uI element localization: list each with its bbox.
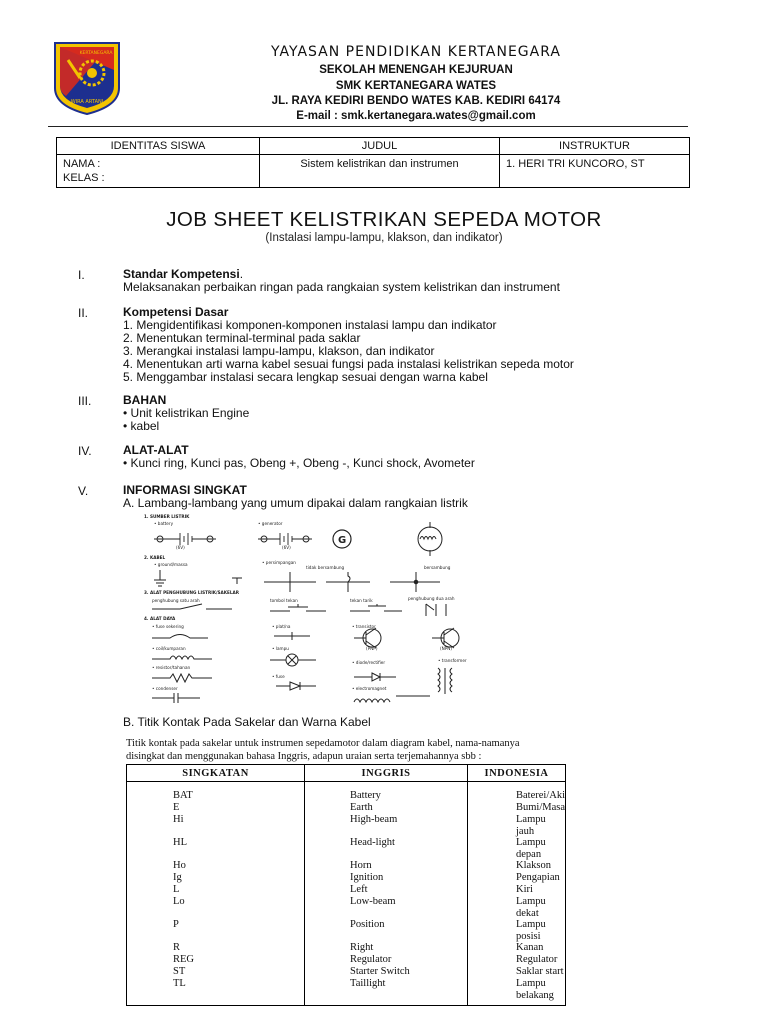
symbol-label: tekan tarik bbox=[350, 598, 373, 603]
indonesian-cell: Lampu depan bbox=[468, 837, 566, 860]
symbol-group-title: 3. ALAT PENGHUBUNG LISTRIK/SAKELAR bbox=[144, 590, 240, 595]
list-item: 2. Menentukan terminal-terminal pada saklar bbox=[123, 331, 361, 345]
indonesian-cell: Kanan bbox=[468, 942, 566, 954]
symbol-label: (6V) bbox=[176, 545, 185, 550]
symbol-label: • condenser bbox=[152, 686, 178, 691]
symbol-label: • lampu bbox=[272, 646, 289, 651]
section-5 bbox=[123, 484, 468, 510]
symbol-label: (NPN) bbox=[440, 646, 453, 651]
indonesian-cell: Baterei/Aki bbox=[468, 782, 566, 803]
indonesian-cell: Kiri bbox=[468, 884, 566, 896]
english-cell: Head-light bbox=[305, 837, 468, 860]
table-row bbox=[127, 872, 566, 884]
symbol-label: • resistor/tahanan bbox=[152, 665, 191, 670]
table-row bbox=[127, 884, 566, 896]
abbr-cell: E bbox=[127, 802, 305, 814]
abbreviation-table bbox=[126, 764, 566, 1006]
logo-bottom-text: WIRA ARTANI bbox=[70, 99, 104, 105]
title-value: Sistem kelistrikan dan instrumen bbox=[260, 155, 500, 188]
english-cell: Position bbox=[305, 919, 468, 942]
section-1-heading: Standar Kompetensi bbox=[123, 267, 240, 281]
section-3-numeral: III. bbox=[78, 394, 92, 408]
logo-ring-text: KERTANEGARA bbox=[79, 51, 113, 56]
class-label: KELAS : bbox=[63, 172, 105, 184]
intro-line: Titik kontak pada sakelar untuk instrumen sepedamotor dalam diagram kabel, nama-namanya bbox=[126, 738, 520, 749]
english-cell: Regulator bbox=[305, 954, 468, 966]
section-1: Standar Kompetensi. Melaksanakan perbaikan ringan pada rangkaian system kelistrikan dan instrument bbox=[123, 267, 560, 294]
abbr-cell: Lo bbox=[127, 896, 305, 919]
instructor-header: INSTRUKTUR bbox=[500, 138, 690, 155]
symbol-label: • electromagnet bbox=[352, 686, 387, 691]
indonesian-cell: Bumi/Masa bbox=[468, 802, 566, 814]
device-symbol bbox=[152, 628, 459, 703]
table-row bbox=[127, 802, 566, 814]
school-email: E-mail : smk.kertanegara.wates@gmail.com bbox=[296, 110, 536, 122]
indonesian-cell: Lampu dekat bbox=[468, 896, 566, 919]
symbol-label: • generator bbox=[258, 521, 283, 526]
symbol-label: • transistor bbox=[352, 624, 376, 629]
abbr-cell: P bbox=[127, 919, 305, 942]
column-header: INGGRIS bbox=[305, 765, 468, 782]
symbol-label: • fuse bbox=[272, 674, 285, 679]
list-item: 1. Mengidentifikasi komponen-komponen instalasi lampu dan indikator bbox=[123, 318, 497, 332]
english-cell: Taillight bbox=[305, 978, 468, 1006]
indonesian-cell: Pengapian bbox=[468, 872, 566, 884]
letterhead-divider bbox=[48, 126, 688, 127]
section-5-numeral: V. bbox=[78, 484, 89, 498]
table-row bbox=[127, 919, 566, 942]
symbol-label: penghubung satu arah bbox=[152, 598, 200, 603]
section-1-body: Melaksanakan perbaikan ringan pada rangkaian system kelistrikan dan instrument bbox=[123, 280, 560, 294]
section-5-sub-b: B. Titik Kontak Pada Sakelar dan Warna Kabel bbox=[123, 715, 371, 729]
page-subtitle: (Instalasi lampu-lampu, klakson, dan indikator) bbox=[265, 232, 503, 244]
section-2 bbox=[123, 306, 574, 384]
section-4-heading: ALAT-ALAT bbox=[123, 443, 189, 457]
english-cell: Left bbox=[305, 884, 468, 896]
section-5-heading: INFORMASI SINGKAT bbox=[123, 483, 247, 497]
table-row bbox=[127, 860, 566, 872]
school-name: SMK KERTANEGARA WATES bbox=[335, 80, 497, 92]
section-2-heading: Kompetensi Dasar bbox=[123, 305, 229, 319]
list-item: • Kunci ring, Kunci pas, Obeng +, Obeng -, Kunci shock, Avometer bbox=[123, 456, 475, 470]
list-item: • Unit kelistrikan Engine bbox=[123, 406, 250, 420]
abbr-cell: Hi bbox=[127, 814, 305, 837]
table-row bbox=[127, 782, 566, 803]
symbol-label: • coil/kumparan bbox=[152, 646, 186, 651]
indonesian-cell: Klakson bbox=[468, 860, 566, 872]
coil-generator-symbol bbox=[418, 522, 442, 556]
indonesian-cell: Saklar start bbox=[468, 966, 566, 978]
electrical-symbols-figure bbox=[140, 512, 490, 712]
section-1-numeral: I. bbox=[78, 268, 85, 282]
title-header: JUDUL bbox=[260, 138, 500, 155]
symbol-label: tidak bersambung bbox=[306, 565, 345, 570]
wire-crossing-symbol bbox=[264, 572, 440, 592]
symbol-label: • ground/massa bbox=[154, 562, 188, 567]
indonesian-cell: Regulator bbox=[468, 954, 566, 966]
list-item: • kabel bbox=[123, 419, 160, 433]
table-row bbox=[127, 942, 566, 954]
table-row bbox=[127, 814, 566, 837]
school-address: JL. RAYA KEDIRI BENDO WATES KAB. KEDIRI 64174 bbox=[271, 95, 561, 107]
abbr-cell: BAT bbox=[127, 782, 305, 803]
table-row bbox=[127, 837, 566, 860]
abbr-cell: TL bbox=[127, 978, 305, 1006]
symbol-label: • persimpangan bbox=[262, 560, 296, 565]
symbol-group-title: 4. ALAT DAYA bbox=[144, 616, 176, 621]
english-cell: Right bbox=[305, 942, 468, 954]
symbol-group-title: 2. KABEL bbox=[144, 555, 166, 560]
abbr-cell: R bbox=[127, 942, 305, 954]
english-cell: Earth bbox=[305, 802, 468, 814]
school-type: SEKOLAH MENENGAH KEJURUAN bbox=[319, 64, 513, 76]
instructor-value: 1. HERI TRI KUNCORO, ST bbox=[500, 155, 690, 188]
abbr-cell: Ig bbox=[127, 872, 305, 884]
symbol-label: • fuse sekering bbox=[152, 624, 184, 629]
indonesian-cell: Lampu jauh bbox=[468, 814, 566, 837]
table-row bbox=[127, 896, 566, 919]
section-4-numeral: IV. bbox=[78, 444, 92, 458]
symbol-group-title: 1. SUMBER LISTRIK bbox=[144, 514, 190, 519]
table-row bbox=[127, 966, 566, 978]
english-cell: Battery bbox=[305, 782, 468, 803]
column-header: INDONESIA bbox=[468, 765, 566, 782]
symbol-label: • transformer bbox=[438, 658, 467, 663]
table-row bbox=[127, 954, 566, 966]
abbr-cell: REG bbox=[127, 954, 305, 966]
svg-text:G: G bbox=[338, 535, 347, 546]
switch-symbol bbox=[152, 604, 446, 616]
intro-line: disingkat dan menggunakan bahasa Inggris, adapun uraian serta terjemahannya sbb : bbox=[126, 751, 482, 762]
identity-cell bbox=[57, 155, 260, 188]
table-row bbox=[127, 978, 566, 1006]
section-3 bbox=[123, 394, 249, 433]
indonesian-cell: Lampu posisi bbox=[468, 919, 566, 942]
english-cell: Low-beam bbox=[305, 896, 468, 919]
foundation-name: YAYASAN PENDIDIKAN KERTANEGARA bbox=[271, 44, 561, 60]
symbol-label: tombol tekan bbox=[270, 598, 298, 603]
list-item: 3. Merangkai instalasi lampu-lampu, klakson, dan indikator bbox=[123, 344, 435, 358]
english-cell: Horn bbox=[305, 860, 468, 872]
school-logo bbox=[52, 40, 122, 116]
english-cell: High-beam bbox=[305, 814, 468, 837]
list-item: 4. Menentukan arti warna kabel sesuai fungsi pada instalasi kelistrikan sepeda motor bbox=[123, 357, 574, 371]
english-cell: Starter Switch bbox=[305, 966, 468, 978]
identity-header: IDENTITAS SISWA bbox=[57, 138, 260, 155]
section-5-sub-a: A. Lambang-lambang yang umum dipakai dalam rangkaian listrik bbox=[123, 496, 468, 510]
abbr-cell: ST bbox=[127, 966, 305, 978]
symbol-label: penghubung dua arah bbox=[408, 596, 455, 601]
abbr-cell: L bbox=[127, 884, 305, 896]
section-4 bbox=[123, 444, 475, 470]
section-3-heading: BAHAN bbox=[123, 393, 167, 407]
battery-symbol bbox=[154, 533, 312, 545]
page-title: JOB SHEET KELISTRIKAN SEPEDA MOTOR bbox=[166, 208, 602, 231]
abbr-cell: Ho bbox=[127, 860, 305, 872]
symbol-label: bersambung bbox=[424, 565, 451, 570]
symbol-label: (6V) bbox=[282, 545, 291, 550]
ground-symbol bbox=[154, 570, 242, 586]
indonesian-cell: Lampu belakang bbox=[468, 978, 566, 1006]
symbol-label: (PNP) bbox=[366, 646, 378, 651]
column-header: SINGKATAN bbox=[127, 765, 305, 782]
section-2-numeral: II. bbox=[78, 306, 89, 320]
symbol-label: • diode/rectifier bbox=[352, 660, 386, 665]
symbol-label: • battery bbox=[154, 521, 174, 526]
identity-table bbox=[56, 137, 690, 188]
abbreviation-intro bbox=[126, 737, 596, 763]
symbol-label: • plat/na bbox=[272, 624, 291, 629]
abbr-cell: HL bbox=[127, 837, 305, 860]
name-label: NAMA : bbox=[63, 158, 101, 170]
list-item: 5. Menggambar instalasi secara lengkap sesuai dengan warna kabel bbox=[123, 370, 488, 384]
english-cell: Ignition bbox=[305, 872, 468, 884]
